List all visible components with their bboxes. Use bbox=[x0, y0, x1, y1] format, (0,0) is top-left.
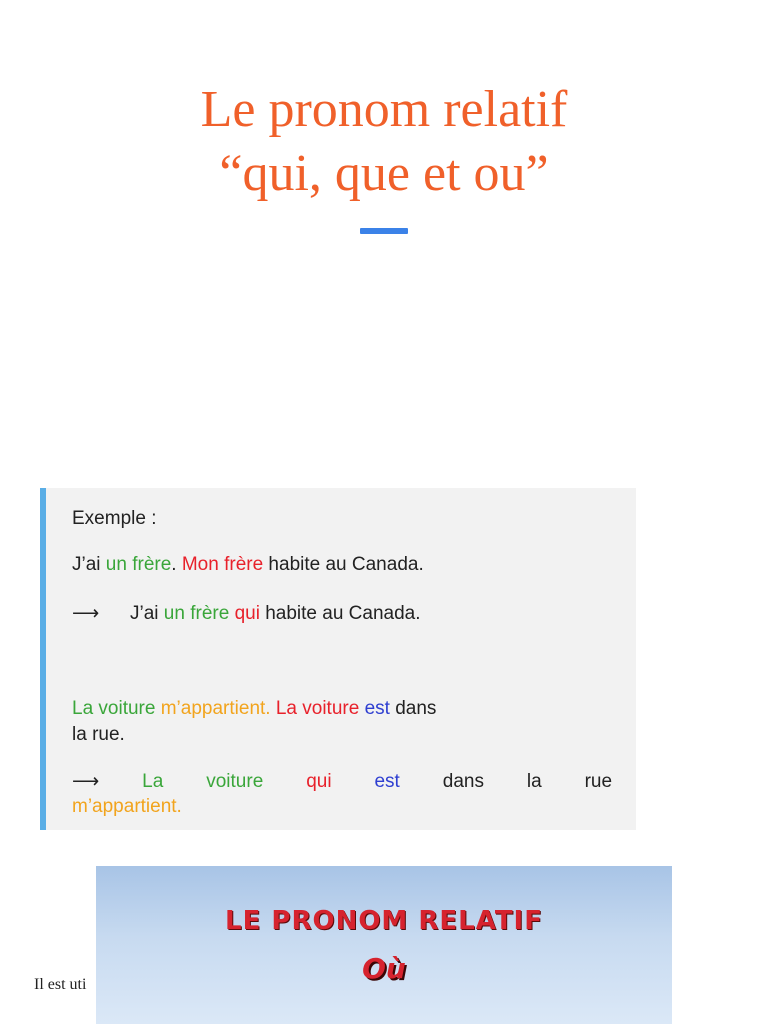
highlight-red: Mon frère bbox=[181, 554, 264, 575]
example-sentence-1 bbox=[72, 554, 424, 576]
highlight-green: La bbox=[142, 771, 164, 792]
example-box bbox=[40, 488, 636, 830]
text-segment: la bbox=[526, 771, 542, 792]
text-segment: dans bbox=[389, 698, 437, 719]
title-line-1: Le pronom relatif bbox=[200, 81, 568, 138]
highlight-red: La voiture bbox=[275, 698, 360, 719]
example-sentence-4-cont: m’appartient. bbox=[72, 796, 182, 817]
highlight-orange: m’appartient. bbox=[160, 698, 271, 719]
highlight-green: un frère bbox=[163, 603, 230, 624]
text-segment: . bbox=[171, 554, 182, 575]
page-title bbox=[0, 78, 768, 206]
text-segment: habite au Canada. bbox=[259, 603, 421, 624]
highlight-green: La voiture bbox=[72, 698, 156, 719]
body-text-fragment: Il est uti bbox=[34, 976, 87, 993]
title-accent-bar bbox=[360, 228, 408, 234]
example-sentence-4 bbox=[72, 770, 612, 793]
example-sentence-3-cont: la rue. bbox=[72, 724, 125, 745]
text-segment: habite au Canada. bbox=[263, 554, 424, 575]
text-segment: J’ai bbox=[72, 554, 106, 575]
embedded-image bbox=[96, 866, 672, 1024]
text-segment: J’ai bbox=[130, 603, 164, 624]
highlight-red: qui bbox=[306, 771, 332, 792]
highlight-blue: est bbox=[364, 698, 390, 719]
highlight-red: qui bbox=[234, 603, 260, 624]
text-segment: dans bbox=[442, 771, 484, 792]
image-title: LE PRONOM RELATIF bbox=[225, 906, 543, 936]
example-heading: Exemple : bbox=[72, 508, 157, 529]
arrow-icon: ⟶ bbox=[72, 603, 100, 624]
example-sentence-3 bbox=[72, 698, 436, 720]
title-line-2: “qui, que et ou” bbox=[219, 145, 549, 202]
highlight-blue: est bbox=[374, 771, 400, 792]
example-sentence-2 bbox=[72, 602, 421, 625]
image-subtitle: Où bbox=[362, 952, 406, 985]
highlight-green: un frère bbox=[105, 554, 172, 575]
text-segment: rue bbox=[584, 771, 613, 792]
arrow-icon: ⟶ bbox=[72, 771, 100, 792]
highlight-green: voiture bbox=[206, 771, 264, 792]
